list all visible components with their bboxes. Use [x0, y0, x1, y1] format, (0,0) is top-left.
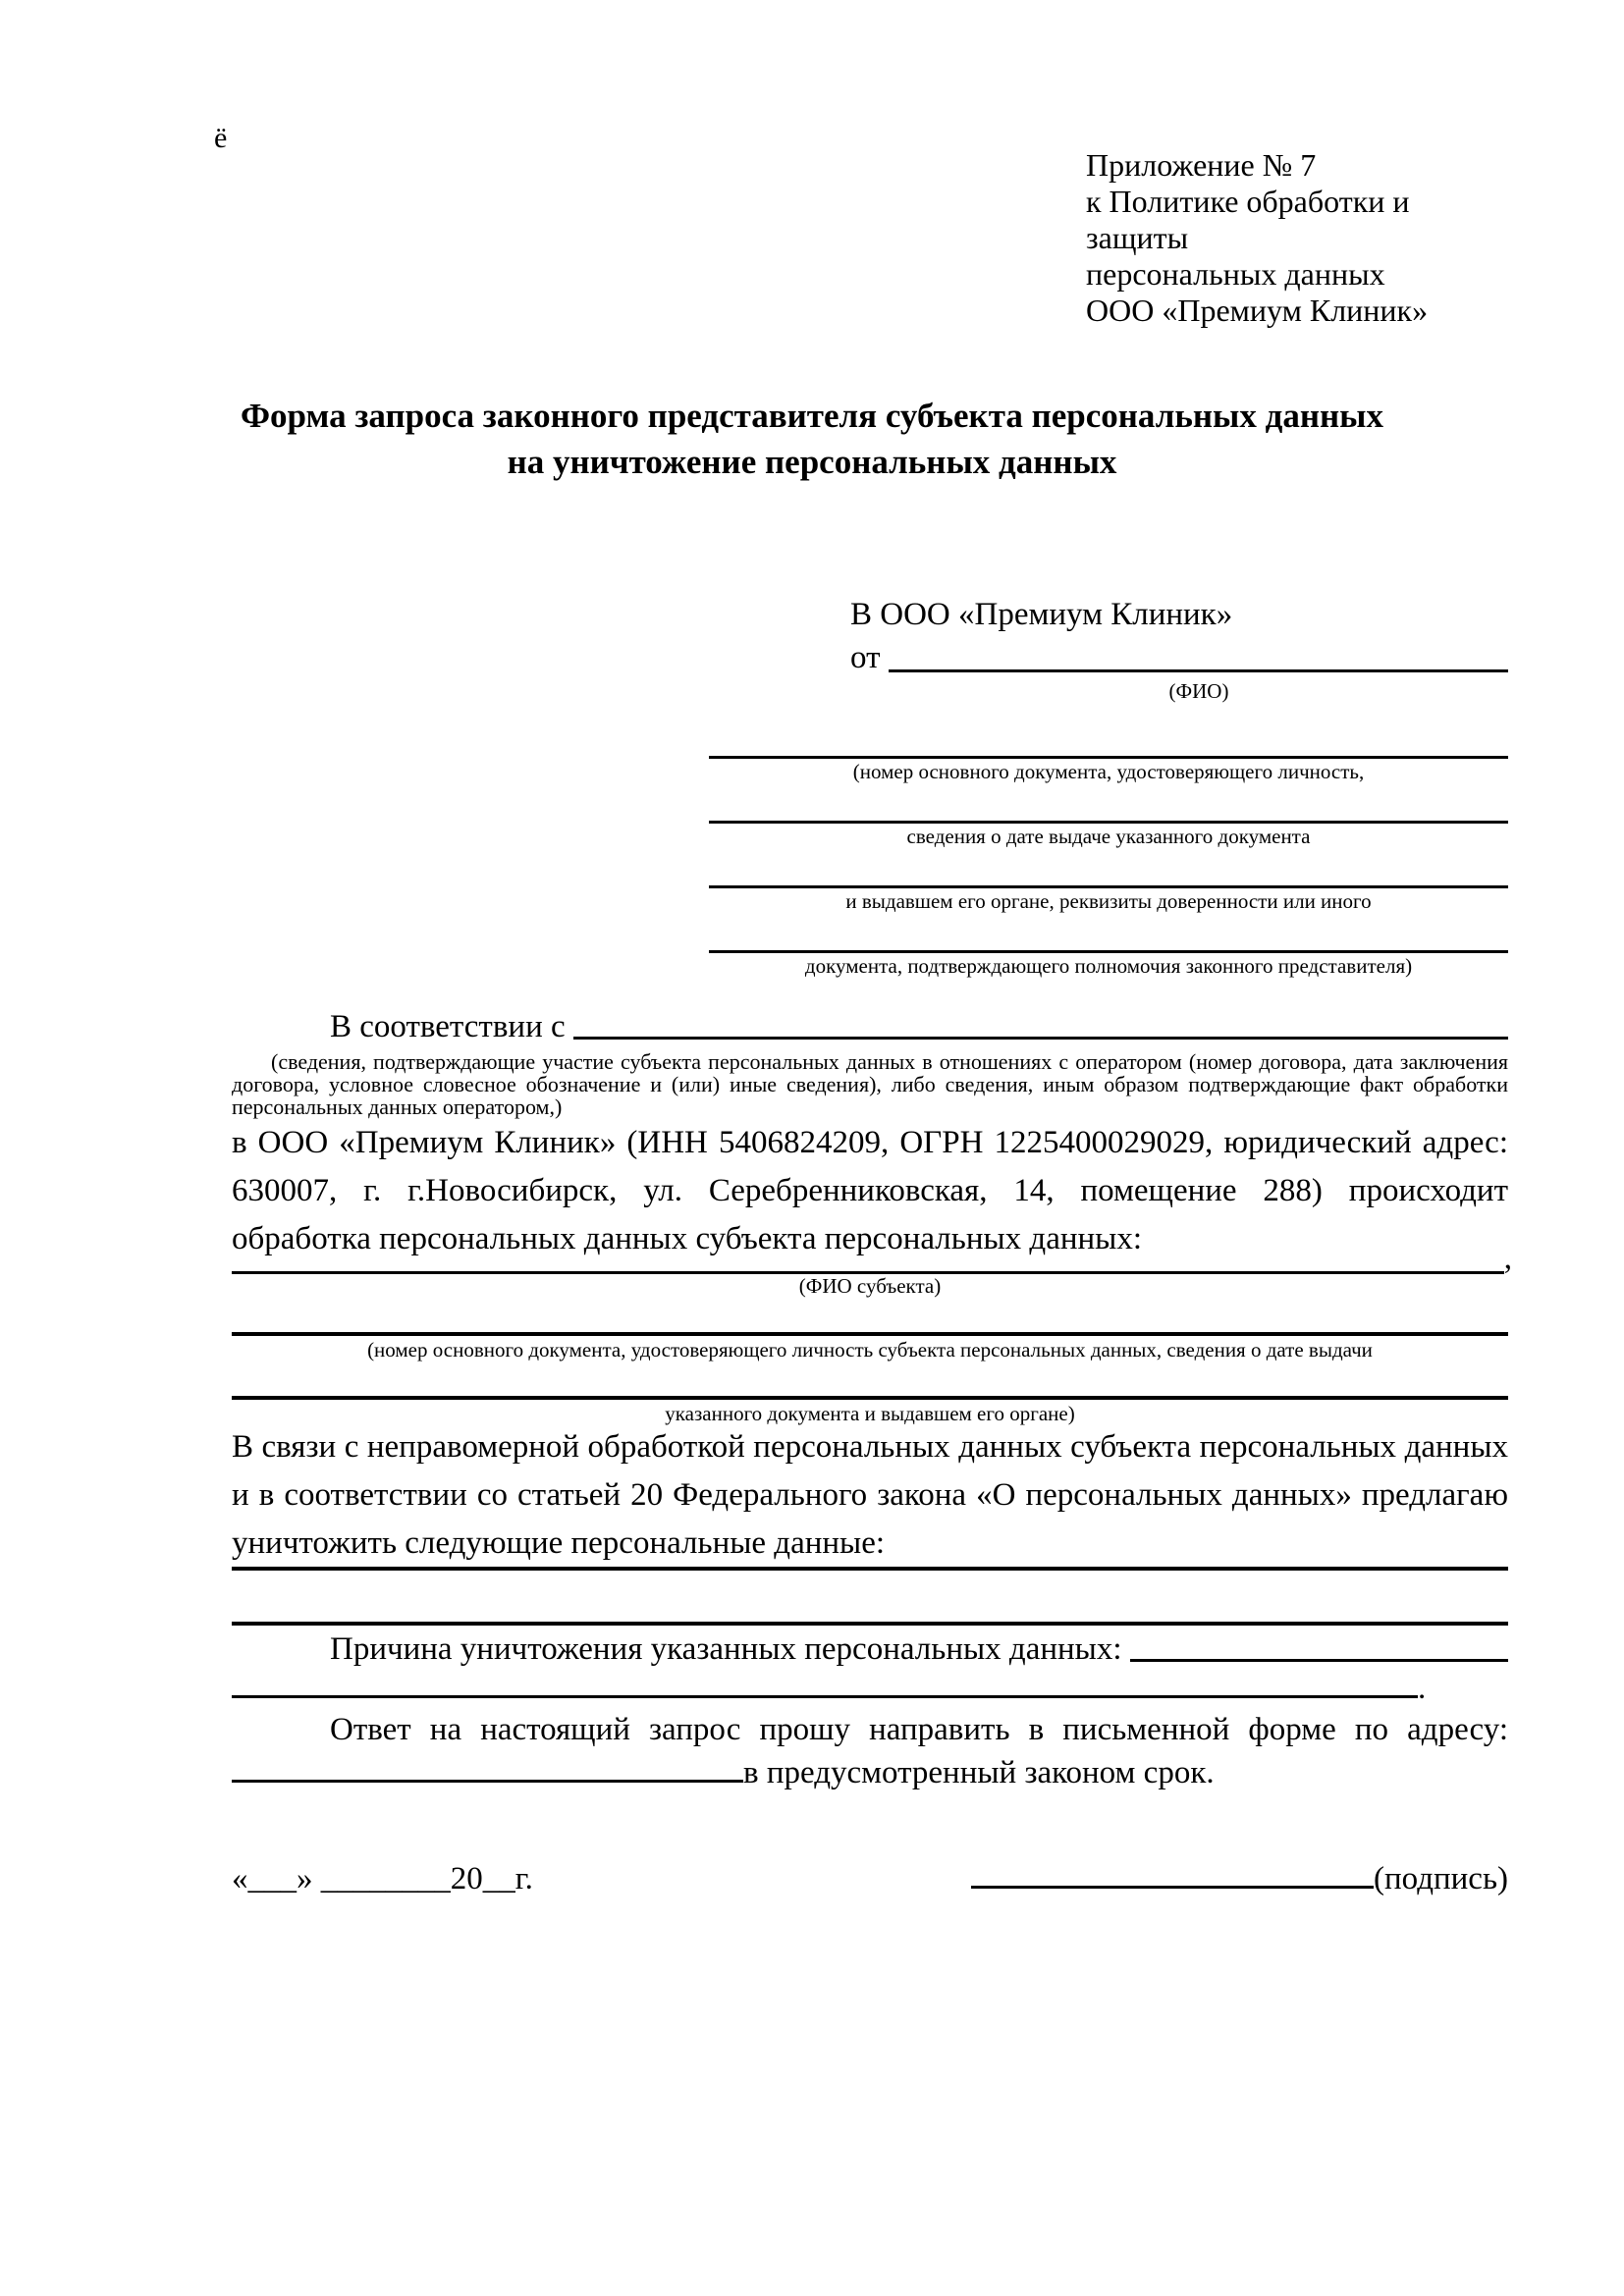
reason-continuation-blank: [232, 1695, 1418, 1698]
operator-paragraph: в ООО «Премиум Клиник» (ИНН 5406824209, ОГРН 1225400029029, юридический адрес: 630007, г. г.Новосибирск, ул. Серебренниковская, 14, помещение 288) происходит обработка персональных данных субъекта персональных данных:: [232, 1125, 1508, 1256]
stray-character: ё: [214, 122, 228, 154]
blank-row: [709, 756, 1508, 785]
document-title: [98, 393, 1526, 485]
signature-blank: [971, 1886, 1374, 1889]
signature-group: [971, 1857, 1508, 1900]
data-blank-line-1: [232, 1567, 1508, 1571]
subject-doc-caption-2: указанного документа и выдавшем его органе): [665, 1402, 1075, 1425]
paragraph-indent: [232, 1007, 330, 1046]
representative-blanks: [709, 756, 1508, 1015]
response-deadline-text: в предусмотренный законом срок.: [743, 1755, 1215, 1790]
addressee-from-row: [850, 636, 1508, 679]
addressee-to: В ООО «Премиум Клиник»: [850, 597, 1233, 632]
footer-row: [232, 1857, 1508, 1900]
reason-lead: Причина уничтожения указанных персональных данных:: [330, 1631, 1122, 1667]
accordance-note: (сведения, подтверждающие участие субъекта персональных данных в отношениях с оператором (номер договора, дата заключения договора, условное словесное обозначение и (или) иные сведения), либо сведения, иным образом подтверждающие факт обработки персональных данных оператором,): [232, 1049, 1508, 1119]
blank-row: [709, 821, 1508, 850]
appendix-number: Приложение № 7: [1086, 147, 1317, 183]
subject-doc-caption-1: (номер основного документа, удостоверяющего личность субъекта персональных данных, сведения о дате выдачи: [367, 1338, 1373, 1362]
accordance-lead: В соответствии с: [330, 1009, 566, 1044]
appendix-policy-line: к Политике обработки и защиты: [1086, 184, 1410, 255]
appendix-policy-line2: персональных данных: [1086, 256, 1385, 292]
accordance-row: [232, 1007, 1508, 1046]
response-request-line: Ответ на настоящий запрос прошу направить в письменной форме по адресу:: [330, 1712, 1508, 1747]
from-label: от: [850, 640, 881, 675]
date-blank-line: «___» ________20__г.: [232, 1861, 533, 1896]
blank-row: [709, 950, 1508, 980]
appendix-header: [1086, 147, 1518, 329]
subject-doc-line-2: [232, 1396, 1508, 1400]
signature-caption: (подпись): [1374, 1861, 1508, 1896]
subject-doc-line-1: [232, 1332, 1508, 1336]
comma-char: ,: [1503, 1241, 1512, 1276]
data-blank-line-2: [232, 1622, 1508, 1626]
blank-caption: документа, подтверждающего полномочия законного представителя): [804, 954, 1413, 978]
accordance-blank: [573, 1007, 1508, 1040]
blank-caption: (номер основного документа, удостоверяющего личность,: [852, 760, 1365, 783]
blank-caption: и выдавшем его органе, реквизиты доверенности или иного: [845, 889, 1372, 913]
reason-row: [232, 1629, 1508, 1669]
reason-blank: [1130, 1629, 1508, 1662]
period-char: .: [1418, 1671, 1427, 1706]
subject-fio-row: [232, 1239, 1512, 1278]
reason-continuation-row: [232, 1669, 1508, 1708]
subject-fio-caption: (ФИО субъекта): [798, 1274, 942, 1298]
from-name-blank: [889, 636, 1509, 672]
title-line-1: Форма запроса законного представителя субъекта персональных данных: [241, 397, 1383, 435]
appendix-company: ООО «Премиум Клиник»: [1086, 293, 1429, 328]
paragraph-indent: [232, 1629, 330, 1669]
blank-row: [709, 885, 1508, 915]
fio-caption: (ФИО): [1168, 679, 1229, 703]
blank-caption: сведения о дате выдаче указанного документа: [906, 825, 1311, 848]
address-blank: [232, 1780, 743, 1783]
title-line-2: на уничтожение персональных данных: [507, 443, 1117, 481]
subject-fio-blank: [232, 1239, 1504, 1274]
demand-paragraph: В связи с неправомерной обработкой персональных данных субъекта персональных данных и в соответствии со статьей 20 Федерального закона «О персональных данных» предлагаю уничтожить следующие персональные данные:: [232, 1429, 1508, 1561]
addressee-block: [850, 593, 1508, 703]
response-address-row: [232, 1751, 1508, 1794]
